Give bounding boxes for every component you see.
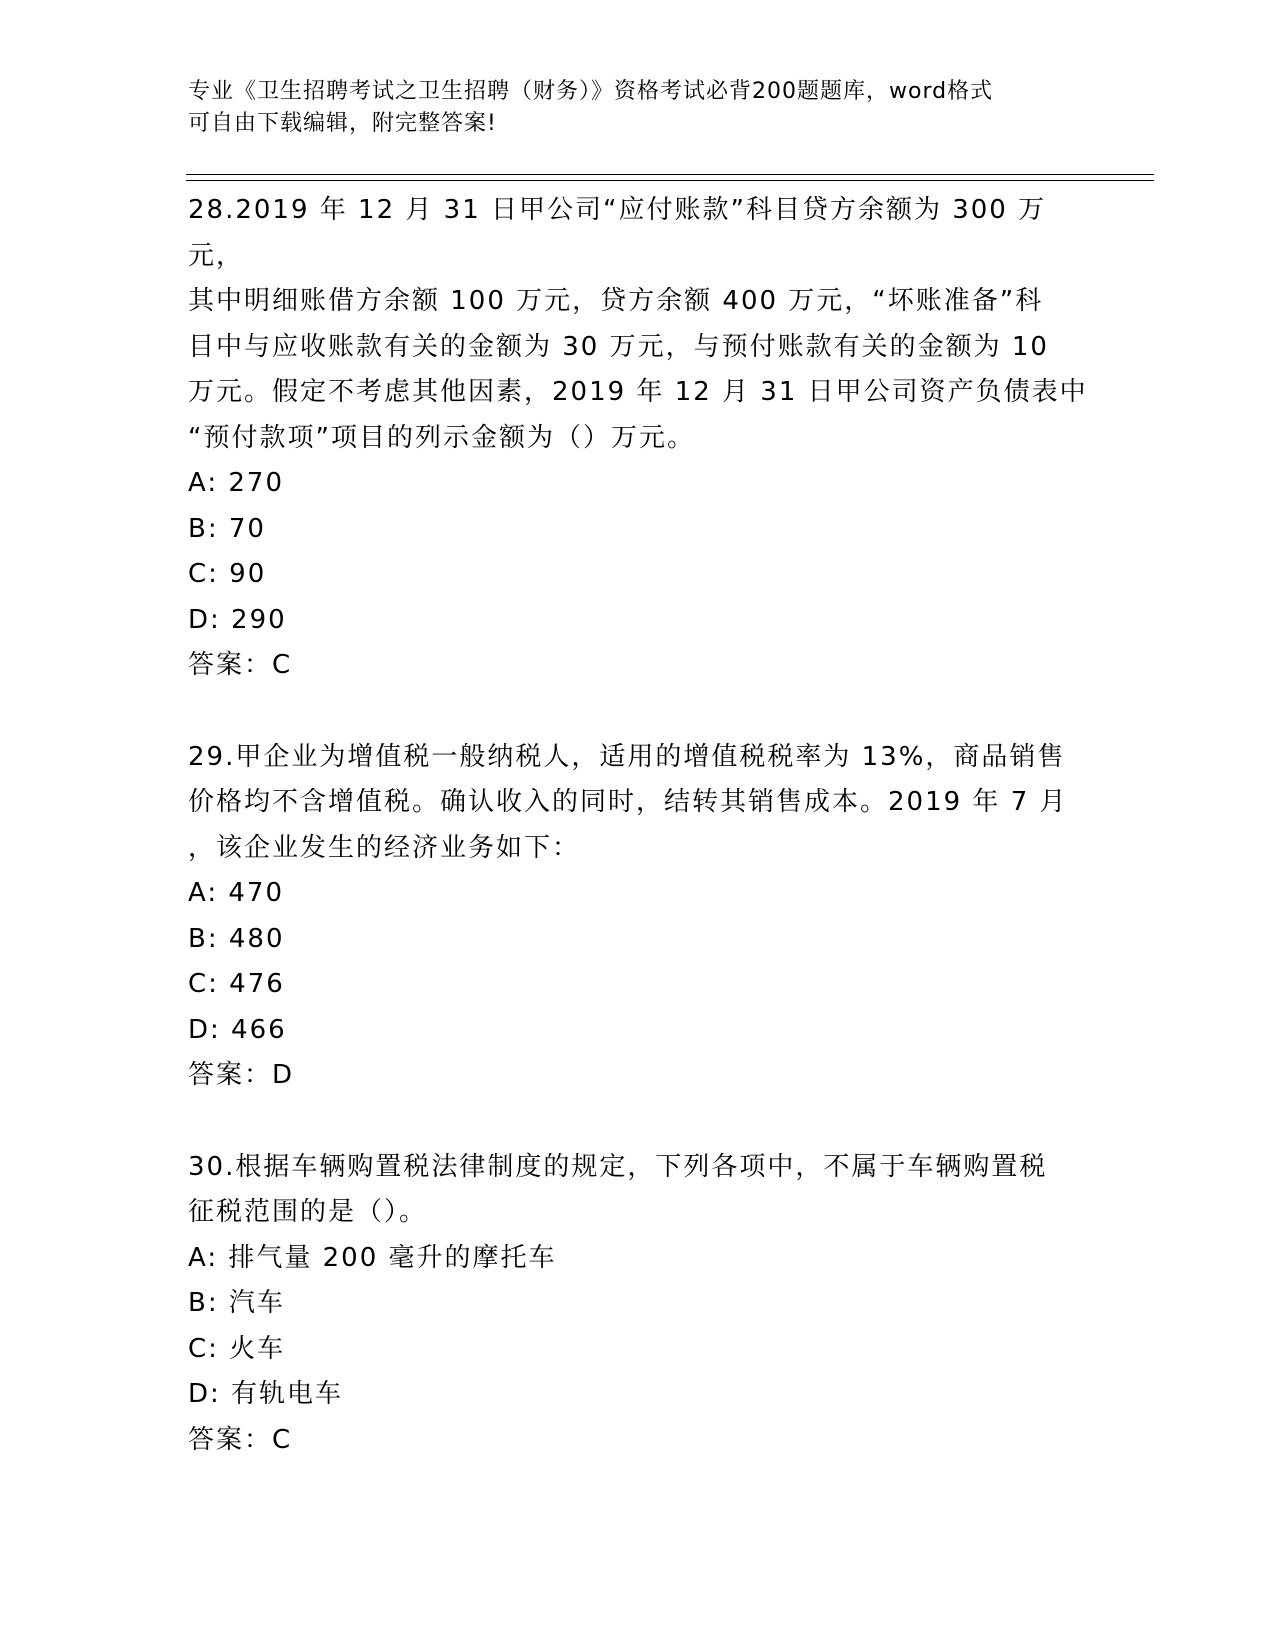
question-28 (188, 188, 1088, 689)
document-header: 专业《卫生招聘考试之卫生招聘（财务）》资格考试必背200题题库，word格式 可自由下载编辑，附完整答案! (188, 79, 994, 136)
question-text: 28.2019 年 12 月 31 日甲公司“应付账款”科目贷方余额为 300 万元， 其中明细账借方余额 100 万元，贷方余额 400 万元，“坏账准备”科 目中与应收账款有关的金额为 30 万元，与预付账款有关的金额为 10 万元。假定不考虑其他因素，2019 年 12 月 31 日甲公司资产负债表中 “预付款项”项目的列示金额为（）万元。 (188, 195, 1088, 453)
option-d: D: 有轨电车 (188, 1379, 344, 1409)
option-c: C: 476 (188, 969, 285, 999)
question-list (188, 188, 1088, 1509)
option-b: B: 480 (188, 923, 285, 954)
answer-line: 答案：D (188, 1060, 295, 1090)
question-text: 30.根据车辆购置税法律制度的规定，下列各项中，不属于车辆购置税 征税范围的是（）。 (188, 1151, 1048, 1227)
header-divider-top (186, 174, 1154, 175)
option-a: A: 470 (188, 878, 284, 908)
option-d: D: 290 (188, 604, 287, 635)
option-b: B: 汽车 (188, 1288, 285, 1318)
option-c: C: 火车 (188, 1333, 286, 1364)
option-a: A: 270 (188, 468, 284, 498)
option-a: A: 排气量 200 毫升的摩托车 (188, 1242, 557, 1273)
question-30 (188, 1145, 1088, 1464)
question-text: 29.甲企业为增值税一般纳税人，适用的增值税税率为 13%，商品销售 价格均不含增值税。确认收入的同时，结转其销售成本。2019 年 7 月 ，该企业发生的经济业务如下： (188, 741, 1068, 863)
answer-line: 答案：C (188, 650, 293, 680)
question-29 (188, 735, 1088, 1099)
option-b: B: 70 (188, 513, 266, 544)
answer-line: 答案：C (188, 1424, 293, 1455)
option-d: D: 466 (188, 1014, 287, 1045)
header-divider-bottom (186, 180, 1154, 181)
option-c: C: 90 (188, 559, 267, 589)
